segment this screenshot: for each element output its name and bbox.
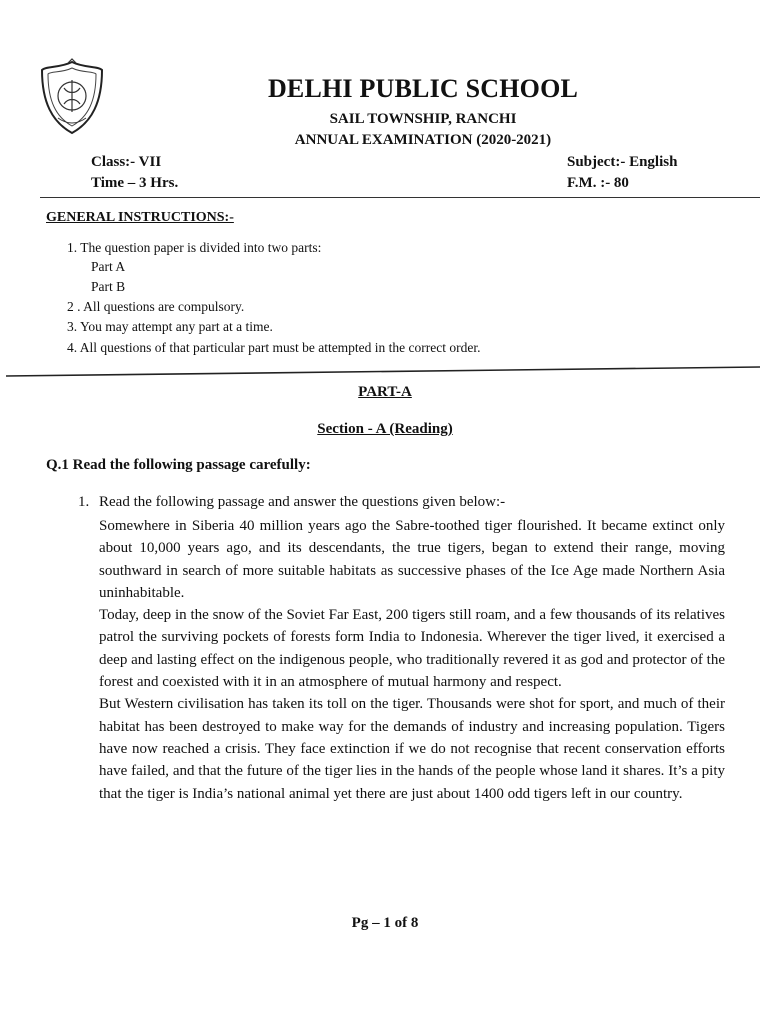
subject-label: Subject:- English [567, 154, 678, 170]
reading-passage [99, 515, 725, 805]
instruction-item: Part B [91, 279, 126, 294]
exam-title: ANNUAL EXAMINATION (2020-2021) [294, 132, 552, 148]
school-location: SAIL TOWNSHIP, RANCHI [329, 111, 517, 127]
instruction-item: 3. You may attempt any part at a time. [67, 319, 273, 334]
header-divider [40, 197, 760, 198]
instructions-title: GENERAL INSTRUCTIONS:- [46, 210, 234, 225]
time-label: Time – 3 Hrs. [91, 175, 179, 191]
passage-paragraph: Today, deep in the snow of the Soviet Far East, 200 tigers still roam, and a few thousands of its relatives patrol the surviving pockets of forests form India to Indonesia. Wherever the tiger lived, it exercised a deep and lasting effect on the indigenous people, who traditionally revered it as god and protector of the forest and coexisted with it in an atmosphere of mutual harmony and respect. [99, 607, 725, 691]
passage-paragraph: Somewhere in Siberia 40 million years ago the Sabre-toothed tiger flourished. It became extinct only about 10,000 years ago, and its descendants, the true tigers, began to extend their range, moving southward in search of more suitable habitats as successive phases of the Ice Age made Northern Asia uninhabitable. [99, 518, 725, 601]
instruction-item: Part A [91, 259, 126, 274]
instruction-item: 1. The question paper is divided into two parts: [67, 240, 322, 255]
instruction-item: 2 . All questions are compulsory. [67, 299, 245, 314]
question-title: Q.1 Read the following passage carefully: [46, 457, 311, 473]
full-marks-label: F.M. :- 80 [567, 175, 629, 191]
class-label: Class:- VII [91, 154, 162, 170]
passage-paragraph: But Western civilisation has taken its toll on the tiger. Thousands were shot for sport, and much of their habitat has been destroyed to make way for the demands of industry and increasing population. Tigers have now reached a crisis. They face extinction if we do not recognise that recent conservation efforts have failed, and that the future of the tiger lies in the hands of the people whose land it shares. It’s a pity that the tiger is India’s national animal yet there are just about 1400 odd tigers left in our country. [99, 696, 725, 802]
question-item-lead: Read the following passage and answer the questions given below:- [99, 494, 506, 510]
part-title: PART-A [358, 384, 412, 400]
page-number: Pg – 1 of 8 [351, 915, 419, 931]
instruction-item: 4. All questions of that particular part must be attempted in the correct order. [67, 340, 481, 355]
section-title: Section - A (Reading) [317, 421, 453, 437]
instructions-divider [0, 364, 770, 378]
question-item-number: 1. [78, 494, 90, 510]
school-name: DELHI PUBLIC SCHOOL [267, 74, 579, 103]
